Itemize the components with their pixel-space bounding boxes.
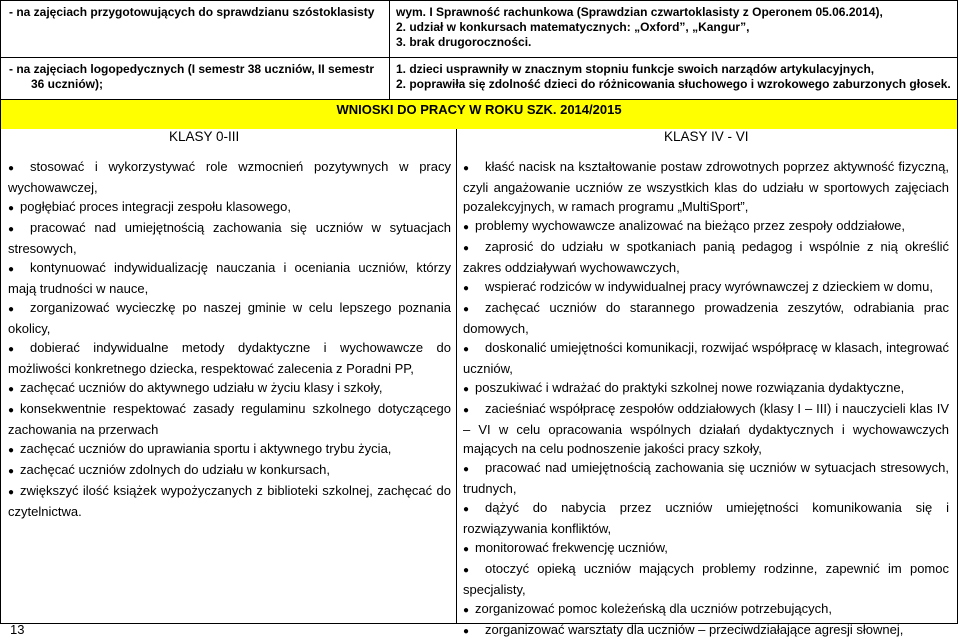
list-item: ● zorganizować pomoc koleżeńską dla uczniów potrzebujących, — [463, 599, 949, 620]
bullet-icon: ● — [463, 544, 470, 555]
activity-text: - na zajęciach logopedycznych (I semestr 38 uczniów, II semestr — [9, 62, 375, 76]
list-item: ● zacieśniać współpracę zespołów oddziałowych (klasy I – III) i nauczycieli klas IV – VI w celu opracowania wspólnych działań dydaktycznych i wychowawczych mających na celu podnoszenie jakości pracy szkoły, — [463, 401, 949, 456]
list-item: ● kontynuować indywidualizację nauczania i oceniania uczniów, którzy mają trudności w nauce, — [8, 260, 451, 296]
list-item: ● kłaść nacisk na kształtowanie postaw zdrowotnych poprzez aktywność fizyczną, czyli angażowanie uczniów ze wszystkich klas do udziału w sportowych zajęciach pozalekcyjnych, w ramach programu „MultiSport”, — [463, 159, 949, 214]
bullet-icon: ● — [463, 605, 470, 616]
list-item: ● pogłębiać proces integracji zespołu klasowego, — [8, 197, 451, 218]
bullet-icon: ● — [463, 243, 470, 254]
results-cell-activity — [1, 58, 390, 100]
bullet-icon: ● — [463, 504, 470, 515]
list-item: ● zorganizować warsztaty dla uczniów – przeciwdziałające agresji słownej, — [463, 620, 949, 640]
bullet-icon: ● — [463, 464, 470, 475]
list-item: ● otoczyć opieką uczniów mających problemy rodzinne, zapewnić im pomoc specjalisty, — [463, 561, 949, 597]
list-item: ● stosować i wykorzystywać role wzmocnień pozytywnych w pracy wychowawczej, — [8, 159, 451, 195]
bullet-icon: ● — [463, 626, 470, 637]
results-cell-activity — [1, 1, 390, 58]
bullet-icon: ● — [8, 487, 15, 498]
bullet-icon: ● — [463, 283, 470, 294]
bullet-icon: ● — [8, 466, 15, 477]
bullet-icon: ● — [463, 344, 470, 355]
left-column-list — [8, 157, 451, 521]
bullet-icon: ● — [8, 405, 15, 416]
right-column-header: KLASY IV - VI — [664, 129, 749, 144]
outcome-line: 2. poprawiła się zdolność dzieci do różnicowania słuchowego i wzrokowego zaburzonych głosek. — [396, 77, 951, 91]
bullet-icon: ● — [463, 565, 470, 576]
outcome-line: 2. udział w konkursach matematycznych: „Oxford”, „Kangur”, — [396, 20, 750, 34]
outcome-line: wym. I Sprawność rachunkowa (Sprawdzian czwartoklasisty z Operonem 05.06.2014), — [396, 5, 883, 19]
list-item: ● wspierać rodziców w indywidualnej pracy wyrównawczej z dzieckiem w domu, — [463, 277, 949, 298]
bullet-icon: ● — [463, 405, 470, 416]
bullet-icon: ● — [463, 222, 470, 233]
list-item: ● zwiększyć ilość książek wypożyczanych z biblioteki szkolnej, zachęcać do czytelnictwa. — [8, 483, 451, 519]
list-item: ● zachęcać uczniów do starannego prowadzenia zeszytów, odrabiania prac domowych, — [463, 300, 949, 336]
right-column-list — [463, 157, 949, 640]
list-item: ● zorganizować wycieczkę po naszej gminie w celu lepszego poznania okolicy, — [8, 300, 451, 336]
bullet-icon: ● — [8, 224, 15, 235]
list-item: ● dobierać indywidualne metody dydaktyczne i wychowawcze do możliwości konkretnego dziecka, respektować zalecenia z Poradni PP, — [8, 340, 451, 376]
list-item: ● monitorować frekwencję uczniów, — [463, 538, 949, 559]
bullet-icon: ● — [8, 445, 15, 456]
results-cell-outcomes — [390, 1, 958, 58]
outcome-line: 1. dzieci usprawniły w znacznym stopniu funkcje swoich narządów artykulacyjnych, — [396, 62, 875, 76]
bullet-icon: ● — [463, 304, 470, 315]
list-item: ● dążyć do nabycia przez uczniów umiejętności komunikowania się i rozwiązywania konfliktów, — [463, 500, 949, 536]
bullet-icon: ● — [8, 203, 15, 214]
bullet-icon: ● — [8, 344, 15, 355]
list-item: ● zachęcać uczniów do aktywnego udziału w życiu klasy i szkoły, — [8, 378, 451, 399]
list-item: ● zachęcać uczniów zdolnych do udziału w konkursach, — [8, 460, 451, 481]
results-row — [1, 58, 958, 100]
column-divider — [456, 129, 457, 624]
bullet-icon: ● — [8, 304, 15, 315]
bullet-icon: ● — [8, 384, 15, 395]
bullet-icon: ● — [8, 264, 15, 275]
list-item: ● zaprosić do udziału w spotkaniach panią pedagog i wspólnie z nią określić zakres oddziaływań wychowawczych, — [463, 239, 949, 275]
wnioski-title: WNIOSKI DO PRACY W ROKU SZK. 2014/2015 — [336, 102, 622, 117]
bullet-icon: ● — [8, 163, 15, 174]
results-row — [1, 1, 958, 58]
activity-text: - na zajęciach przygotowujących do sprawdzianu szóstoklasisty — [9, 5, 375, 19]
page-number: 13 — [10, 622, 25, 637]
list-item: ● doskonalić umiejętności komunikacji, rozwijać współpracę w klasach, integrować uczniów, — [463, 340, 949, 376]
list-item: ● poszukiwać i wdrażać do praktyki szkolnej nowe rozwiązania dydaktyczne, — [463, 378, 949, 399]
results-cell-outcomes — [390, 58, 958, 100]
outcome-line: 3. brak drugoroczności. — [396, 35, 532, 49]
results-table — [0, 0, 958, 100]
bullet-icon: ● — [463, 384, 470, 395]
list-item: ● problemy wychowawcze analizować na bieżąco przez zespoły oddziałowe, — [463, 216, 949, 237]
activity-text: 36 uczniów); — [31, 77, 104, 91]
list-item: ● konsekwentnie respektować zasady regulaminu szkolnego dotyczącego zachowania na przerwach — [8, 401, 451, 437]
left-column-header: KLASY 0-III — [169, 129, 240, 144]
list-item: ● pracować nad umiejętnością zachowania się uczniów w sytuacjach stresowych, trudnych, — [463, 460, 949, 496]
list-item: ● zachęcać uczniów do uprawiania sportu i aktywnego trybu życia, — [8, 439, 451, 460]
list-item: ● pracować nad umiejętnością zachowania się uczniów w sytuacjach stresowych, — [8, 220, 451, 256]
bullet-icon: ● — [463, 163, 470, 174]
